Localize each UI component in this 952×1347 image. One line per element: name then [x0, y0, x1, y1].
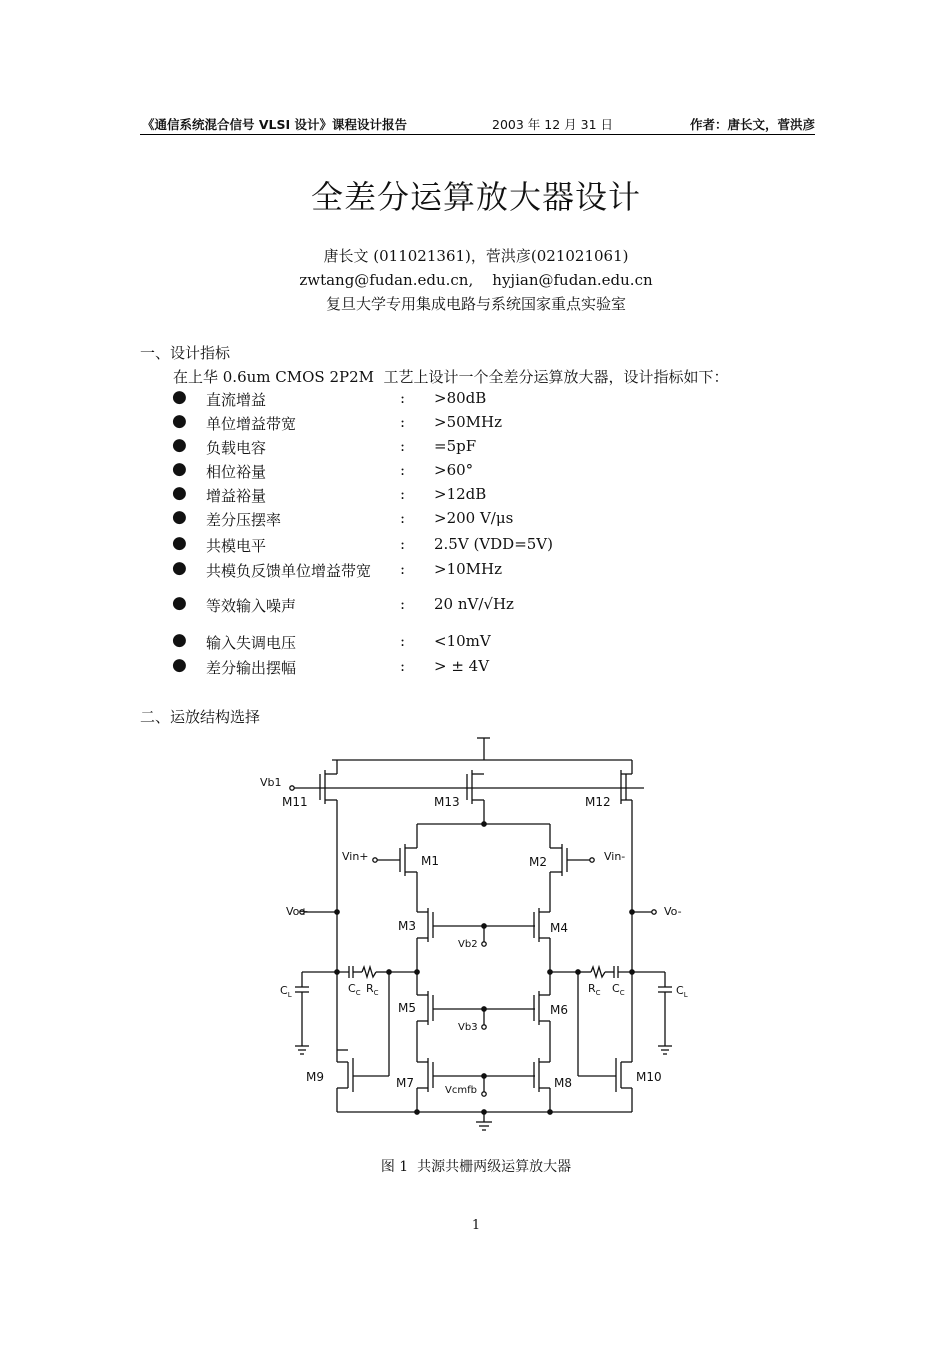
spec-value: =5pF [434, 437, 477, 455]
bullet-icon: ● [172, 459, 187, 479]
label-cl-left: $C_L$ [280, 984, 292, 999]
label-m6: M6 [550, 1003, 568, 1017]
label-cc-left: $C_C$ [348, 982, 361, 997]
spec-colon: : [400, 461, 406, 479]
spec-value: >80dB [434, 389, 487, 407]
label-vinp: Vin+ [342, 850, 369, 863]
author-emails: zwtang@fudan.edu.cn, hyjian@fudan.edu.cn [299, 271, 653, 289]
bullet-icon: ● [172, 593, 187, 613]
label-m11: M11 [282, 795, 308, 809]
spec-name: 差分压摆率 [206, 511, 282, 529]
spec-name: 输入失调电压 [206, 634, 297, 652]
bullet-icon: ● [172, 387, 187, 407]
author-block [0, 244, 952, 316]
label-m13: M13 [434, 795, 460, 809]
author-affiliation: 复旦大学专用集成电路与系统国家重点实验室 [325, 295, 626, 313]
label-cc-right: $C_C$ [612, 982, 625, 997]
spec-name: 相位裕量 [206, 463, 267, 481]
page-number: 1 [471, 1218, 481, 1233]
spec-value: >50MHz [434, 413, 502, 431]
spec-item [170, 509, 670, 531]
spec-colon: : [400, 509, 406, 527]
section-heading-structure: 二、运放结构选择 [140, 708, 261, 726]
spec-value: 20 nV/√Hz [434, 595, 514, 613]
label-m1: M1 [421, 854, 439, 868]
spec-colon: : [400, 595, 406, 613]
spec-colon: : [400, 437, 406, 455]
spec-name: 单位增益带宽 [206, 415, 297, 433]
spec-item [170, 413, 670, 435]
spec-colon: : [400, 535, 406, 553]
spec-item [170, 535, 670, 557]
spec-value: 2.5V (VDD=5V) [434, 535, 553, 553]
bullet-icon: ● [172, 533, 187, 553]
spec-name: 共模电平 [206, 537, 267, 555]
spec-colon: : [400, 632, 406, 650]
bullet-icon: ● [172, 411, 187, 431]
spec-item [170, 437, 670, 459]
spec-name: 直流增益 [206, 391, 267, 409]
label-m2: M2 [529, 855, 547, 869]
report-date: 2003 年 12 月 31 日 [492, 117, 613, 132]
spec-value: >60° [434, 461, 474, 479]
author-names: 唐长文 (011021361)，菅洪彦(021021061) [323, 247, 629, 265]
spec-value: <10mV [434, 632, 491, 650]
figure-caption: 图 1 共源共栅两级运算放大器 [380, 1159, 572, 1175]
label-m12: M12 [585, 795, 611, 809]
page-header [140, 112, 815, 135]
spec-value: >200 V/μs [434, 509, 514, 527]
spec-name: 等效输入噪声 [206, 597, 297, 615]
paper-title: 全差分运算放大器设计 [310, 178, 641, 216]
label-von: Vo- [664, 905, 682, 918]
label-m10: M10 [636, 1070, 662, 1084]
bullet-icon: ● [172, 630, 187, 650]
label-cl-right: $C_L$ [676, 984, 688, 999]
spec-name: 负载电容 [206, 439, 267, 457]
label-m9: M9 [306, 1070, 324, 1084]
section-heading-specs: 一、设计指标 [140, 344, 231, 362]
course-title: 《通信系统混合信号 VLSI 设计》课程设计报告 [142, 117, 407, 132]
specs-intro: 在上华 0.6um CMOS 2P2M 工艺上设计一个全差分运算放大器，设计指标如下： [173, 368, 729, 386]
spec-item [170, 485, 670, 507]
label-vb3: Vb3 [458, 1022, 478, 1033]
spec-name: 共模负反馈单位增益带宽 [206, 562, 372, 580]
spec-value: >10MHz [434, 560, 502, 578]
bullet-icon: ● [172, 435, 187, 455]
label-m5: M5 [398, 1001, 416, 1015]
spec-item [170, 461, 670, 483]
spec-name: 增益裕量 [206, 487, 267, 505]
spec-colon: : [400, 389, 406, 407]
circuit-diagram [252, 730, 702, 1144]
spec-colon: : [400, 560, 406, 578]
label-vb2: Vb2 [458, 939, 478, 950]
label-m7: M7 [396, 1076, 414, 1090]
bullet-icon: ● [172, 507, 187, 527]
spec-item [170, 560, 670, 582]
spec-item [170, 657, 670, 679]
label-rc-right: $R_C$ [588, 982, 601, 997]
spec-name: 差分输出摆幅 [206, 659, 297, 677]
label-vinn: Vin- [604, 850, 626, 863]
label-vb1: Vb1 [260, 776, 282, 789]
bullet-icon: ● [172, 558, 187, 578]
label-m4: M4 [550, 921, 568, 935]
spec-item [170, 632, 670, 654]
header-authors: 作者：唐长文，菅洪彦 [689, 117, 815, 132]
bullet-icon: ● [172, 655, 187, 675]
spec-value: > ± 4V [434, 657, 490, 675]
spec-colon: : [400, 657, 406, 675]
spec-colon: : [400, 485, 406, 503]
label-m8: M8 [554, 1076, 572, 1090]
bullet-icon: ● [172, 483, 187, 503]
spec-item [170, 389, 670, 411]
spec-item [170, 595, 670, 617]
label-vcmfb: Vcmfb [445, 1085, 477, 1096]
spec-value: >12dB [434, 485, 487, 503]
label-vop: Vo+ [286, 905, 309, 918]
label-rc-left: $R_C$ [366, 982, 379, 997]
label-m3: M3 [398, 919, 416, 933]
spec-colon: : [400, 413, 406, 431]
